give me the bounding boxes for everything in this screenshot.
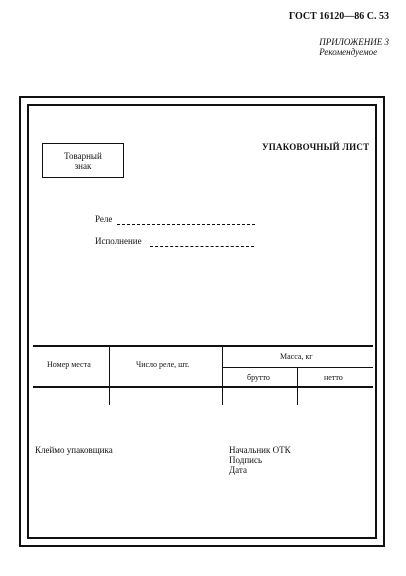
relay-field[interactable] xyxy=(117,224,255,225)
form-title: УПАКОВОЧНЫЙ ЛИСТ xyxy=(262,142,370,152)
trademark-line2: знак xyxy=(74,161,92,171)
table-col-divider-1 xyxy=(109,345,110,405)
packer-stamp-label: Клеймо упаковщика xyxy=(35,445,113,455)
appendix-block xyxy=(319,37,389,57)
col-header-count: Число реле, шт. xyxy=(136,360,190,369)
table-top-line xyxy=(33,345,373,347)
table-col-divider-3 xyxy=(297,367,298,405)
page-header: ГОСТ 16120—86 С. 53 xyxy=(288,11,389,22)
date-label: Дата xyxy=(229,465,247,475)
trademark-box xyxy=(42,143,124,178)
col-header-net: нетто xyxy=(324,373,343,382)
col-header-place: Номер места xyxy=(47,360,91,369)
col-header-gross: брутто xyxy=(247,373,270,382)
table-col-divider-2 xyxy=(222,345,223,405)
otk-block xyxy=(229,445,291,475)
version-field[interactable] xyxy=(150,246,254,247)
appendix-note: Рекомендуемое xyxy=(319,47,378,57)
version-label: Исполнение xyxy=(95,236,142,246)
table-header-bottom-line xyxy=(33,386,373,388)
otk-head-label: Начальник ОТК xyxy=(229,445,291,455)
signature-label: Подпись xyxy=(229,455,263,465)
trademark-line1: Товарный xyxy=(64,151,102,161)
relay-label: Реле xyxy=(95,214,113,224)
appendix-title: ПРИЛОЖЕНИЕ 3 xyxy=(319,37,389,47)
col-header-mass: Масса, кг xyxy=(280,352,313,361)
